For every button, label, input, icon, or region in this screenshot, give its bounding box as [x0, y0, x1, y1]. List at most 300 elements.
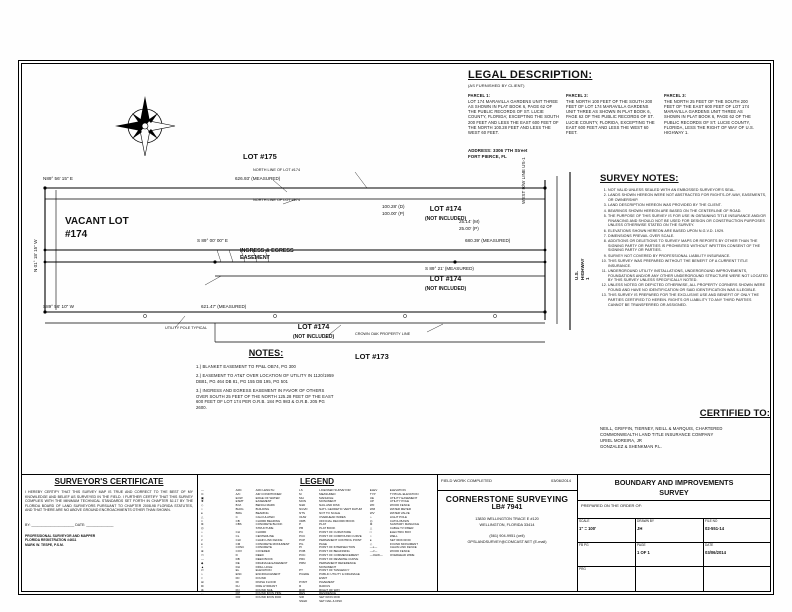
legend-entry-value: WOOD FENCE	[389, 549, 410, 554]
legend-entry-value: NOT TO SCALE	[319, 510, 341, 515]
legend-symbol-icon: ⌾	[201, 576, 203, 581]
field-scale-label: SCALE	[579, 519, 590, 523]
legend-entry-value: SET NAIL & DISK	[319, 599, 343, 604]
notes-title: NOTES:	[248, 348, 284, 358]
field-file-no-value: 02-551-14	[705, 526, 725, 531]
legend-entry-key: ●	[369, 537, 372, 542]
legend-entry-value: CHAIN LINK FENCE	[389, 545, 417, 550]
legend-entry-key: ○	[369, 533, 372, 538]
legend-title: LEGEND	[299, 477, 335, 486]
legend-entry	[299, 600, 366, 604]
legend-entry-key: CL	[235, 533, 240, 538]
parcel-3	[664, 93, 756, 136]
legend-entry-value: ELEVATION	[389, 488, 406, 492]
legend-entry-key: UE	[369, 495, 374, 500]
legend-entry-value: OVERHEAD WIRES	[319, 514, 346, 519]
legend-entry-key: A/C	[235, 491, 241, 496]
legend-entry-key: CB	[235, 518, 240, 523]
field-date-label: DATE	[705, 543, 714, 547]
compass-rose	[115, 96, 175, 156]
legend-entry-key: WM	[369, 507, 376, 512]
legend-entry-value: BEARING	[255, 510, 269, 515]
legend-entry-key: PB	[299, 526, 304, 531]
legend-entry-key: ◎	[369, 518, 373, 523]
surveyor-title: PROFESSIONAL SURVEYOR AND MAPPER	[25, 533, 96, 538]
firm-license: LB# 7941	[491, 504, 523, 511]
legend-entry-key: PT	[299, 568, 303, 573]
legend-entry-value: POINT OF REVERSE CURVE	[319, 556, 359, 561]
legend-column-1	[236, 489, 296, 604]
legend-entry-key: UP	[369, 499, 374, 504]
legend-symbol-icon: ▭	[201, 553, 204, 558]
legend-entry-key: MH	[299, 495, 304, 500]
legend-entry-value: PAVEMENT	[319, 579, 335, 584]
legend-symbol-icon: ◇	[201, 503, 204, 508]
legend-entry-key: PC	[299, 530, 304, 535]
fieldwork-block	[437, 474, 577, 490]
legend-entry-value: SET IRON ROD	[319, 595, 340, 600]
survey-notes-title: SURVEY NOTES:	[600, 173, 679, 184]
legend-entry-value: RIGHT OF WAY	[319, 587, 340, 592]
legend-symbol-icon: —	[201, 556, 204, 561]
field-file-no-label: FILE NO	[705, 519, 718, 523]
legend-symbol-icon: ◍	[201, 587, 204, 592]
legend-entry-value: ENCROACHMENT	[255, 572, 281, 577]
legend-symbol-icon: ◆	[201, 560, 204, 565]
legend-entry-key: PRC	[299, 556, 306, 561]
parcel-3-label: PARCEL 3:	[664, 93, 687, 99]
field-drawn-by	[635, 518, 703, 532]
legend-entry-key: CONC	[235, 545, 245, 550]
legend-entry-key: CLF	[235, 537, 242, 542]
legend-entry-value: FINISH FLOOR	[255, 579, 276, 584]
legend-entry-value: CATCH BASIN	[389, 518, 410, 523]
legend-entry-value: WOOD FENCE	[389, 503, 410, 508]
survey-note: 5. THE PURPOSE OF THIS SURVEY IS FOR USE IN OBTAINING TITLE INSURANCE AND/OR FINANCING AND SHOULD NOT BE USED FOR DESIGN OR CONSTRUCTION PURPOSES UNLESS OTHERWISE STATED ON THE SURVEY.	[608, 214, 768, 228]
legend-entry-value: COVERED	[255, 549, 270, 554]
legend-entry-key: ESMT	[235, 499, 244, 504]
firm-name: CORNERSTONE SURVEYING	[445, 494, 569, 504]
legend-entry-key: —//—	[369, 549, 378, 554]
field-scale-value: 1" = 100'	[579, 526, 597, 531]
legend-entry-key: ⊗	[369, 522, 373, 527]
legend-symbol-icon: ◎	[201, 526, 204, 531]
legend-entry-value: FOUND NAIL	[255, 587, 274, 592]
legend-entry-key: ORB	[299, 518, 306, 523]
firm-address-line-1: 13830 WELLINGTON TRACE E #120	[475, 517, 539, 521]
legend-entry-key: DB	[235, 556, 240, 561]
legend-entry-value: CHORD	[255, 530, 267, 535]
legend-entry-value: PERMANENT REFERENCE MONUMENT	[319, 560, 356, 569]
legend-entry-value: WELL	[389, 533, 398, 538]
survey-note: 8. ADDITIONS OR DELETIONS TO SURVEY MAPS OR REPORTS BY OTHER THAN THE SIGNING PARTY OR PARTIES IS PROHIBITED WITHOUT WRITTEN CONSENT OF THE SIGNING PARTY OR PARTIES.	[608, 239, 768, 253]
field-scale	[577, 518, 635, 532]
parcel-1-text: LOT 174 MARAVILLA GARDENS UNIT THREE AS SHOWN IN PLAT BOOK 6, PAGE 62 OF THE PUBLIC RECORDS OF ST. LUCIE COUNTY, FLORIDA; EXCEPTING THE SOUTH 200 FEET AND LESS THE EAST 600 FEET OF THE NORTH 100.28 FEET AND LESS THE WEST 60 FEET.	[468, 98, 560, 136]
survey-note: 13. THIS SURVEY IS PREPARED FOR THE EXCLUSIVE USE AND BENEFIT OF ONLY THE PARTIES CERTIFIED TO HEREIN. RIGHTS OR LIABILITY TO ANY THIRD PARTIES CANNOT BE TRANSFERRED OR ASSIGNED.	[608, 293, 768, 307]
legend-symbol-icon: ⌂	[201, 530, 203, 535]
title-block-table	[577, 518, 771, 592]
legend-symbol-icon: ⍽	[201, 591, 204, 596]
easement-line2: EASEMENT	[240, 255, 270, 262]
legend-symbol-icon: ▣	[201, 495, 204, 500]
legend-entry-key: WV	[369, 510, 375, 515]
legend-entry-key: RES	[299, 591, 306, 596]
legend-entry-key: PVMT	[299, 579, 308, 584]
legend-entry-key: PG	[299, 541, 304, 546]
survey-drawing	[25, 80, 591, 460]
legend-symbol-icon: ≡	[201, 541, 203, 546]
legend-entry-value: POINT OF BEGINNING	[319, 549, 350, 554]
legend-entry-key: CH	[235, 530, 240, 535]
legend-entry-key: DH	[235, 564, 240, 569]
address-line-1: ADDRESS: 3306 7TH Street	[468, 148, 528, 153]
legend-entry-key: M	[299, 491, 302, 496]
parcel-1-label: PARCEL 1:	[468, 93, 491, 99]
legend-entry-value: ELEVATION	[255, 568, 272, 573]
legend-entry-key: —OHW—	[369, 553, 383, 558]
legend-entry-key: FF	[235, 579, 240, 584]
legend-symbol-icon: ○	[201, 507, 203, 512]
crown-oak-note: CROWN OAK PROPERTY LINE	[355, 332, 411, 336]
legend-entry-value: MONUMENT	[319, 499, 337, 504]
legend-entry-value: FOUND IRON PIPE	[255, 591, 282, 596]
legend-entry-value: PLAT	[319, 522, 327, 527]
distance-bottom-right: 621.47' (MEASURED)	[201, 304, 247, 309]
certified-party: COMMONWEALTH LAND TITLE INSURANCE COMPANY	[600, 432, 714, 438]
legal-description-subtitle: (AS FURNISHED BY CLIENT)	[468, 83, 525, 89]
legend-entry-value: LIGHT POLE	[389, 514, 407, 519]
legend-entry-key: PU&DE	[299, 572, 310, 577]
survey-notes-list	[600, 188, 768, 307]
survey-note: 4. BEARINGS SHOWN HEREON ARE BASED ON THE CENTERLINE OF ROAD.	[608, 209, 768, 214]
survey-note: 11. UNDERGROUND UTILITY INSTALLATIONS, UNDERGROUND IMPROVEMENTS, FOUNDATIONS AND/OR ANY OTHER UNDERGROUND STRUCTURE WERE NOT LOCATED BY THIS SURVEY UNLESS SPECIFICALLY NOTED.	[608, 269, 768, 283]
legend-entry-key: LS	[299, 488, 303, 492]
legend-entry-key: EL	[235, 568, 240, 573]
legend-symbol-icon: ●	[201, 510, 203, 515]
lot-174b-line1: LOT #174	[429, 276, 462, 283]
note-item: 2.) EASEMENT TO AT&T OVER LOCATION OF UTILITY IN 1120/1959 DB81, PG 464 DB 81, PG 155 DB 195, PG 501	[196, 373, 334, 384]
legend-entry-key: NTS	[299, 510, 305, 515]
dim-25-14: 25.14' (M)	[459, 219, 480, 224]
fieldwork-date: 03/06/2014	[550, 478, 571, 483]
legend-column-symbols	[201, 489, 232, 604]
legend-entry-value: BENCH MARK	[255, 503, 275, 508]
legend-entry-key: B.M.	[235, 503, 242, 508]
field-page	[635, 542, 703, 556]
legend-entry-key: □	[369, 530, 372, 535]
distance-mid-2: S 89° 21' (MEASURED)	[425, 266, 474, 271]
lot-173-label: LOT #173	[355, 352, 389, 361]
legend-symbol-icon: ×	[201, 533, 203, 538]
parcel-3-text: THE NORTH 25 FEET OF THE SOUTH 200 FEET OF THE EAST 600 FEET OF LOT 174 MARAVILLA GARDENS UNIT THREE AS SHOWN IN PLAT BOOK 6, PAGE 62 OF THE PUBLIC RECORDS OF ST. LUCIE COUNTY, FLORIDA, LESS THE RIGHT OF WAY OF U.S. HIGHWAY 1.	[664, 98, 755, 136]
certified-to-list	[600, 426, 770, 450]
legend-entry-value: TYPICAL ELEVATION	[389, 491, 419, 496]
legend-entry-key: OHW	[299, 514, 307, 519]
certified-party: URIEL MOREIRA, JR	[600, 438, 643, 444]
firm-phone: (561) 904-9951 (cell)	[489, 534, 525, 538]
title-block	[577, 474, 771, 592]
survey-note: 10. THIS SURVEY WAS PREPARED WITHOUT THE BENEFIT OF A CURRENT TITLE INSURANCE.	[608, 259, 768, 268]
legend-entry-key: ARC	[235, 488, 242, 492]
north-line-note-b: NORTH LINE OF LOT #174	[253, 198, 301, 202]
certified-party: GONZALEZ & SHENKMAN P.L.	[600, 444, 662, 450]
legend-entry-value: PLAT BOOK	[319, 526, 336, 531]
parcel-2-text: THE NORTH 100 FEET OF THE SOUTH 200 FEET OF LOT 174 MARAVILLA GARDENS UNIT THREE AS SHOWN IN PLAT BOOK 6, PAGE 62 OF THE PUBLIC RECORDS OF ST. LUCIE COUNTY, FLORIDA, EXCEPTING THE EAST 600 FEET AND LESS THE WEST 60 FEET.	[566, 98, 655, 136]
legend-entry-key: CBS	[235, 522, 242, 527]
legend-entry-value: CONCRETE BLOCK STRUCTURE	[255, 522, 283, 531]
legend-symbol-icon: □	[201, 518, 203, 523]
legend-entry-value: SET IRON ROD	[389, 537, 411, 542]
legend-entry-value: DEED BOOK	[255, 556, 273, 561]
survey-type-title	[577, 478, 771, 498]
legend-entry-value: FOUND	[255, 576, 266, 581]
survey-type-line2: SURVEY	[659, 488, 689, 498]
drawing-vectors	[25, 80, 585, 460]
legend-entry-key: WF	[369, 503, 375, 508]
legend-entry-value: AIR CONDITIONER	[255, 491, 282, 496]
dim-25-00: 25.00' (P)	[459, 226, 479, 231]
survey-note: 2. LANDS SHOWN HEREON WERE NOT ABSTRACTED FOR RIGHTS-OF-WAY, EASEMENTS, OR OWNERSHIP.	[608, 193, 768, 202]
legend-entry-value: OVERHEAD WIRE	[389, 553, 415, 558]
legend-entry-key: MON	[299, 499, 306, 504]
legend-entry-value: POINT OF COMPOUND CURVE	[319, 533, 362, 538]
certified-party: NEILL, GRIFFIN, TIERNEY, NEILL & MARQUIS, CHARTERED	[600, 426, 723, 432]
legend-entry-value: LICENSED SURVEYOR	[319, 488, 351, 492]
prepared-for-label: PREPARED ON THE ORDER OF:	[581, 503, 643, 509]
legend-entry-key: D	[235, 553, 238, 558]
vacant-lot-label	[65, 216, 129, 241]
dim-100-28: 100.28' (D)	[382, 204, 405, 209]
certified-to-title: CERTIFIED TO:	[699, 408, 770, 419]
legend-entry-key: FN	[235, 587, 240, 592]
legend-entry-key: TYP	[369, 491, 376, 496]
distance-top-right: 626.93' (MEASURED)	[235, 176, 281, 181]
legend-entry-value: FOUND MONUMENT	[389, 541, 418, 546]
legend-entry-value: DEED	[255, 553, 264, 558]
legend-symbol-icon: ⊕	[201, 549, 204, 554]
legend-entry-key: ◇	[369, 541, 373, 546]
legend-entry-key: POC	[299, 553, 306, 558]
legend-entry-key: POB	[299, 549, 306, 554]
legend-entry-key: EOW	[235, 495, 243, 500]
legend-entry-value: ARC LENGTH	[255, 488, 275, 492]
legend-entry-key: P	[299, 522, 302, 527]
legend-entry-key: PCP	[299, 537, 306, 542]
legend-entry-value: PERMANENT CONTROL POINT	[319, 537, 362, 542]
legend-entry-key: SIR	[299, 595, 304, 600]
legend-symbol-icon: ⌷	[201, 545, 203, 550]
legend-block	[197, 474, 437, 604]
firm-address-line-2: WELLINGTON, FLORIDA 33414	[479, 522, 535, 527]
legend-column-2	[299, 489, 366, 604]
legend-entry-key: FIR	[235, 595, 241, 600]
legend-entry-value: CONCRETE MONUMENT	[255, 541, 290, 546]
bearing-bottom-left: S89° 56' 10" W	[43, 304, 74, 309]
legend-entry-value: EASEMENT	[255, 499, 272, 504]
lot-174-label-b	[425, 276, 466, 294]
survey-note: 6. ELEVATIONS SHOWN HEREON ARE BASED UPON N.G.V.D. 1929.	[608, 229, 768, 234]
legend-entry-value: NAIL AND DISK	[319, 503, 340, 508]
legend-entry-key: FH	[235, 583, 240, 588]
legend-entry-key: DE	[235, 560, 240, 565]
legend-entry-key: PCC	[299, 533, 306, 538]
fieldwork-label: FIELD WORK COMPLETED	[441, 478, 492, 483]
legend-symbol-icon: //	[201, 537, 203, 542]
survey-type-line1: BOUNDARY AND IMPROVEMENTS	[614, 478, 734, 487]
legend-entry-key: R	[299, 583, 302, 588]
legend-entry	[236, 596, 296, 600]
dim-100-00: 100.00' (P)	[382, 211, 405, 216]
legend-entry-key: ⌂	[369, 514, 372, 519]
legend-entry-key: △	[369, 526, 373, 531]
field-page-label: PAGE	[637, 543, 646, 547]
lot-174-label-c	[293, 324, 334, 342]
field-prg-label: PRG	[579, 567, 586, 571]
easement-line1: INGRESS & EGRESS	[240, 248, 294, 254]
field-page-value: 1 OF 1	[637, 550, 650, 555]
bearing-top-left: N89° 56' 15" E	[43, 176, 73, 181]
legend-entry-key: CM	[235, 541, 241, 546]
survey-note: 9. SURVEY NOT COVERED BY PROFESSIONAL LIABILITY INSURANCE.	[608, 254, 768, 259]
legend-symbol-icon: ⌁	[201, 572, 203, 577]
legend-entry-value: PUBLIC UTILITY & DRAINAGE ESMT	[319, 572, 360, 581]
legend-entry-value: BUILDING	[255, 507, 270, 512]
surveyor-credentials	[25, 534, 193, 548]
legend-entry-key: FIP	[235, 591, 241, 596]
legend-entry-value: WATER METER	[389, 507, 411, 512]
surveyors-certificate-title: SURVEYOR'S CERTIFICATE	[54, 477, 164, 486]
surveyors-signature-line: BY: ______________________ DATE: ______________	[25, 522, 114, 527]
firm-address	[437, 517, 577, 545]
lot-174a-line1: LOT #174	[429, 206, 462, 213]
legend-entry-value: RADIUS	[319, 583, 331, 588]
legend-entry-value: CHAIN LINK FENCE	[255, 537, 283, 542]
legend-symbol-icon: —	[201, 488, 204, 492]
field-date	[703, 542, 771, 556]
us-highway-1-label: U.S. HIGHWAY 1	[574, 258, 591, 280]
field-prg	[577, 566, 635, 575]
survey-note: 3. LAND DESCRIPTION HEREON WAS PROVIDED BY THE CLIENT.	[608, 203, 768, 208]
legend-entry-key: PI	[299, 545, 302, 550]
legend-symbol-icon: ▲	[201, 564, 204, 569]
bearing-mid-left: S 89° 00' 00" E	[197, 238, 228, 243]
legend-entry-key: BLDG	[235, 507, 244, 512]
legend-column-3	[370, 489, 433, 604]
vacant-lot-line2: #174	[65, 228, 88, 240]
survey-note: 7. DIMENSIONS PREVAIL OVER SCALE.	[608, 234, 768, 239]
survey-notes-block	[600, 173, 768, 308]
west-line-bearing: N 01° 18' 15" W	[33, 239, 38, 272]
legend-symbol-icon: △	[201, 514, 204, 519]
surveyor-registration: FLORIDA REGISTRATION #4611	[25, 538, 77, 543]
legend-entry-value: SANITARY MANHOLE	[389, 522, 420, 527]
parcel-2-label: PARCEL 2:	[566, 93, 589, 99]
legend-symbol-icon: ∅	[201, 568, 204, 573]
field-date-value: 03/06/2014	[705, 550, 726, 555]
field-fb-pg	[577, 542, 635, 551]
utility-pole-note: UTILITY POLE TYPICAL	[165, 326, 208, 330]
legend-entry-value: NAT'L GEODETIC VERT DATUM	[319, 507, 362, 512]
legend-entry-value: UTILITY POLE	[389, 499, 410, 504]
lot-174c-line2: (NOT INCLUDED)	[293, 333, 335, 340]
legend-entry-value: PAGE	[319, 541, 327, 546]
legend-entry-key: N&D	[299, 503, 306, 508]
legend-entry-key: C	[235, 514, 238, 519]
field-file-no	[703, 518, 771, 532]
legend-entry-key: COV	[235, 549, 242, 554]
legend-entry-key: ELEV	[369, 488, 378, 492]
survey-note: 12. UNLESS NOTED OR DEPICTED OTHERWISE, ALL PROPERTY CORNERS SHOWN WERE FOUND AND HAVE NO IDENTIFICATION OR SAID IDENTIFICATION WAS ILLEGIBLE.	[608, 283, 768, 292]
ingress-egress-easement-label	[240, 248, 294, 262]
legend-entry-key: PRM	[299, 560, 306, 565]
legend-entry-value: WATER VALVE	[389, 510, 410, 515]
legend-entry-value: POINT OF CURVATURE	[319, 530, 352, 535]
surveyors-certificate-body: I HEREBY CERTIFY THAT THIS SURVEY MAP IS TRUE AND CORRECT TO THE BEST OF MY KNOWLEDGE AND BELIEF AS SURVEYED IN THE FIELD. I FURTHER CERTIFY THAT THIS SURVEY COMPLIES WITH THE MINIMUM TECHNICAL STANDARDS SET FORTH IN CHAPTER 5J-17 BY THE FLORIDA BOARD OF LAND SURVEYORS PURSUANT TO CHAPTER 2008-98 FLORIDA STATUTES, AND THAT THERE ARE NO ABOVE GROUND ENCROACHMENTS OTHER THAN SHOWN.	[25, 490, 193, 513]
surveyors-certificate-block	[21, 474, 197, 592]
survey-note: 1. NOT VALID UNLESS SEALED WITH AN EMBOSSED SURVEYOR'S SEAL.	[608, 188, 768, 193]
distance-mid-right: 680.39' (MEASURED)	[465, 238, 511, 243]
legend-entry-key: FD	[235, 576, 240, 581]
field-drawn-by-value: JH	[637, 526, 643, 531]
legal-description-title: LEGAL DESCRIPTION:	[468, 69, 593, 81]
surveyor-name: MARK W. TESPE, P.S.M.	[25, 543, 64, 548]
legend-entry-key: ENC	[235, 572, 242, 577]
note-item: 1.) BLANKET EASEMENT TO FP&L OB74, PG 300	[196, 363, 296, 369]
legend-entry-value: CHORD BEARING	[255, 518, 281, 523]
legend-entry	[370, 554, 433, 558]
certified-to-block	[600, 408, 770, 451]
legend-symbol-icon: ⊗	[201, 522, 204, 527]
legend-entry-value: CENTERLINE	[255, 533, 274, 538]
lot-174a-line2: (NOT INCLUDED)	[425, 215, 467, 222]
vacant-lot-line1: VACANT LOT	[65, 216, 129, 227]
legend-entry-value: MANHOLE	[319, 495, 334, 500]
firm-block	[437, 490, 577, 592]
legend-entry-value: DRILL HOLE	[255, 564, 273, 569]
legend-symbol-icon: ⊠	[201, 583, 204, 588]
legend-entry-key: R/W	[299, 587, 305, 592]
legend-entry-value: ELECTRIC BOX	[389, 530, 412, 535]
legend-entry-key: BRG	[235, 510, 242, 515]
legend-entry-value: FOUND IRON ROD	[255, 595, 282, 600]
legend-entry-value: FIRE HYDRANT	[255, 583, 278, 588]
firm-email[interactable]: GPSLANDSURVEY@COMCAST.NET (E-mail)	[467, 539, 547, 544]
field-fb-pg-label: FB PG	[579, 543, 589, 547]
legend-entry-key: —x—	[369, 545, 378, 550]
east-rw-line-label: WEST R/W LINE US-1	[521, 157, 526, 204]
legend-entry-value: RESIDENCE	[319, 591, 337, 596]
legend-entry-key: SN&D	[299, 599, 308, 604]
legend-entry-value: CABLE TV RISER	[389, 526, 414, 531]
field-drawn-by-label: DRAWN BY	[637, 519, 655, 523]
legend-entry-value: POINT OF COMMENCEMENT	[319, 553, 359, 558]
lot-174b-line2: (NOT INCLUDED)	[425, 285, 467, 292]
legend-entry-value: CALCULATED	[255, 514, 275, 519]
legend-entry-value: UTILITY EASEMENT	[389, 495, 418, 500]
legend-entry-value: MEASURED	[319, 491, 336, 496]
legend-entry-key: NGVD	[299, 507, 308, 512]
lot-174c-line1: LOT #174	[297, 324, 330, 331]
lot-175-label: LOT #175	[243, 152, 277, 161]
legend-entry-value: EDGE OF WATER	[255, 495, 280, 500]
title-divider-1	[577, 500, 771, 501]
legend-symbol-icon: ✚	[201, 499, 204, 504]
legend-symbol-icon: ⊞	[201, 579, 204, 584]
north-line-note-a: NORTH LINE OF LOT #174	[253, 168, 301, 172]
legend-entry-value: DRAINAGE EASEMENT	[255, 560, 288, 565]
legend-entry-value: CONCRETE	[255, 545, 272, 550]
legend-symbol-icon: ⊙	[201, 491, 204, 496]
